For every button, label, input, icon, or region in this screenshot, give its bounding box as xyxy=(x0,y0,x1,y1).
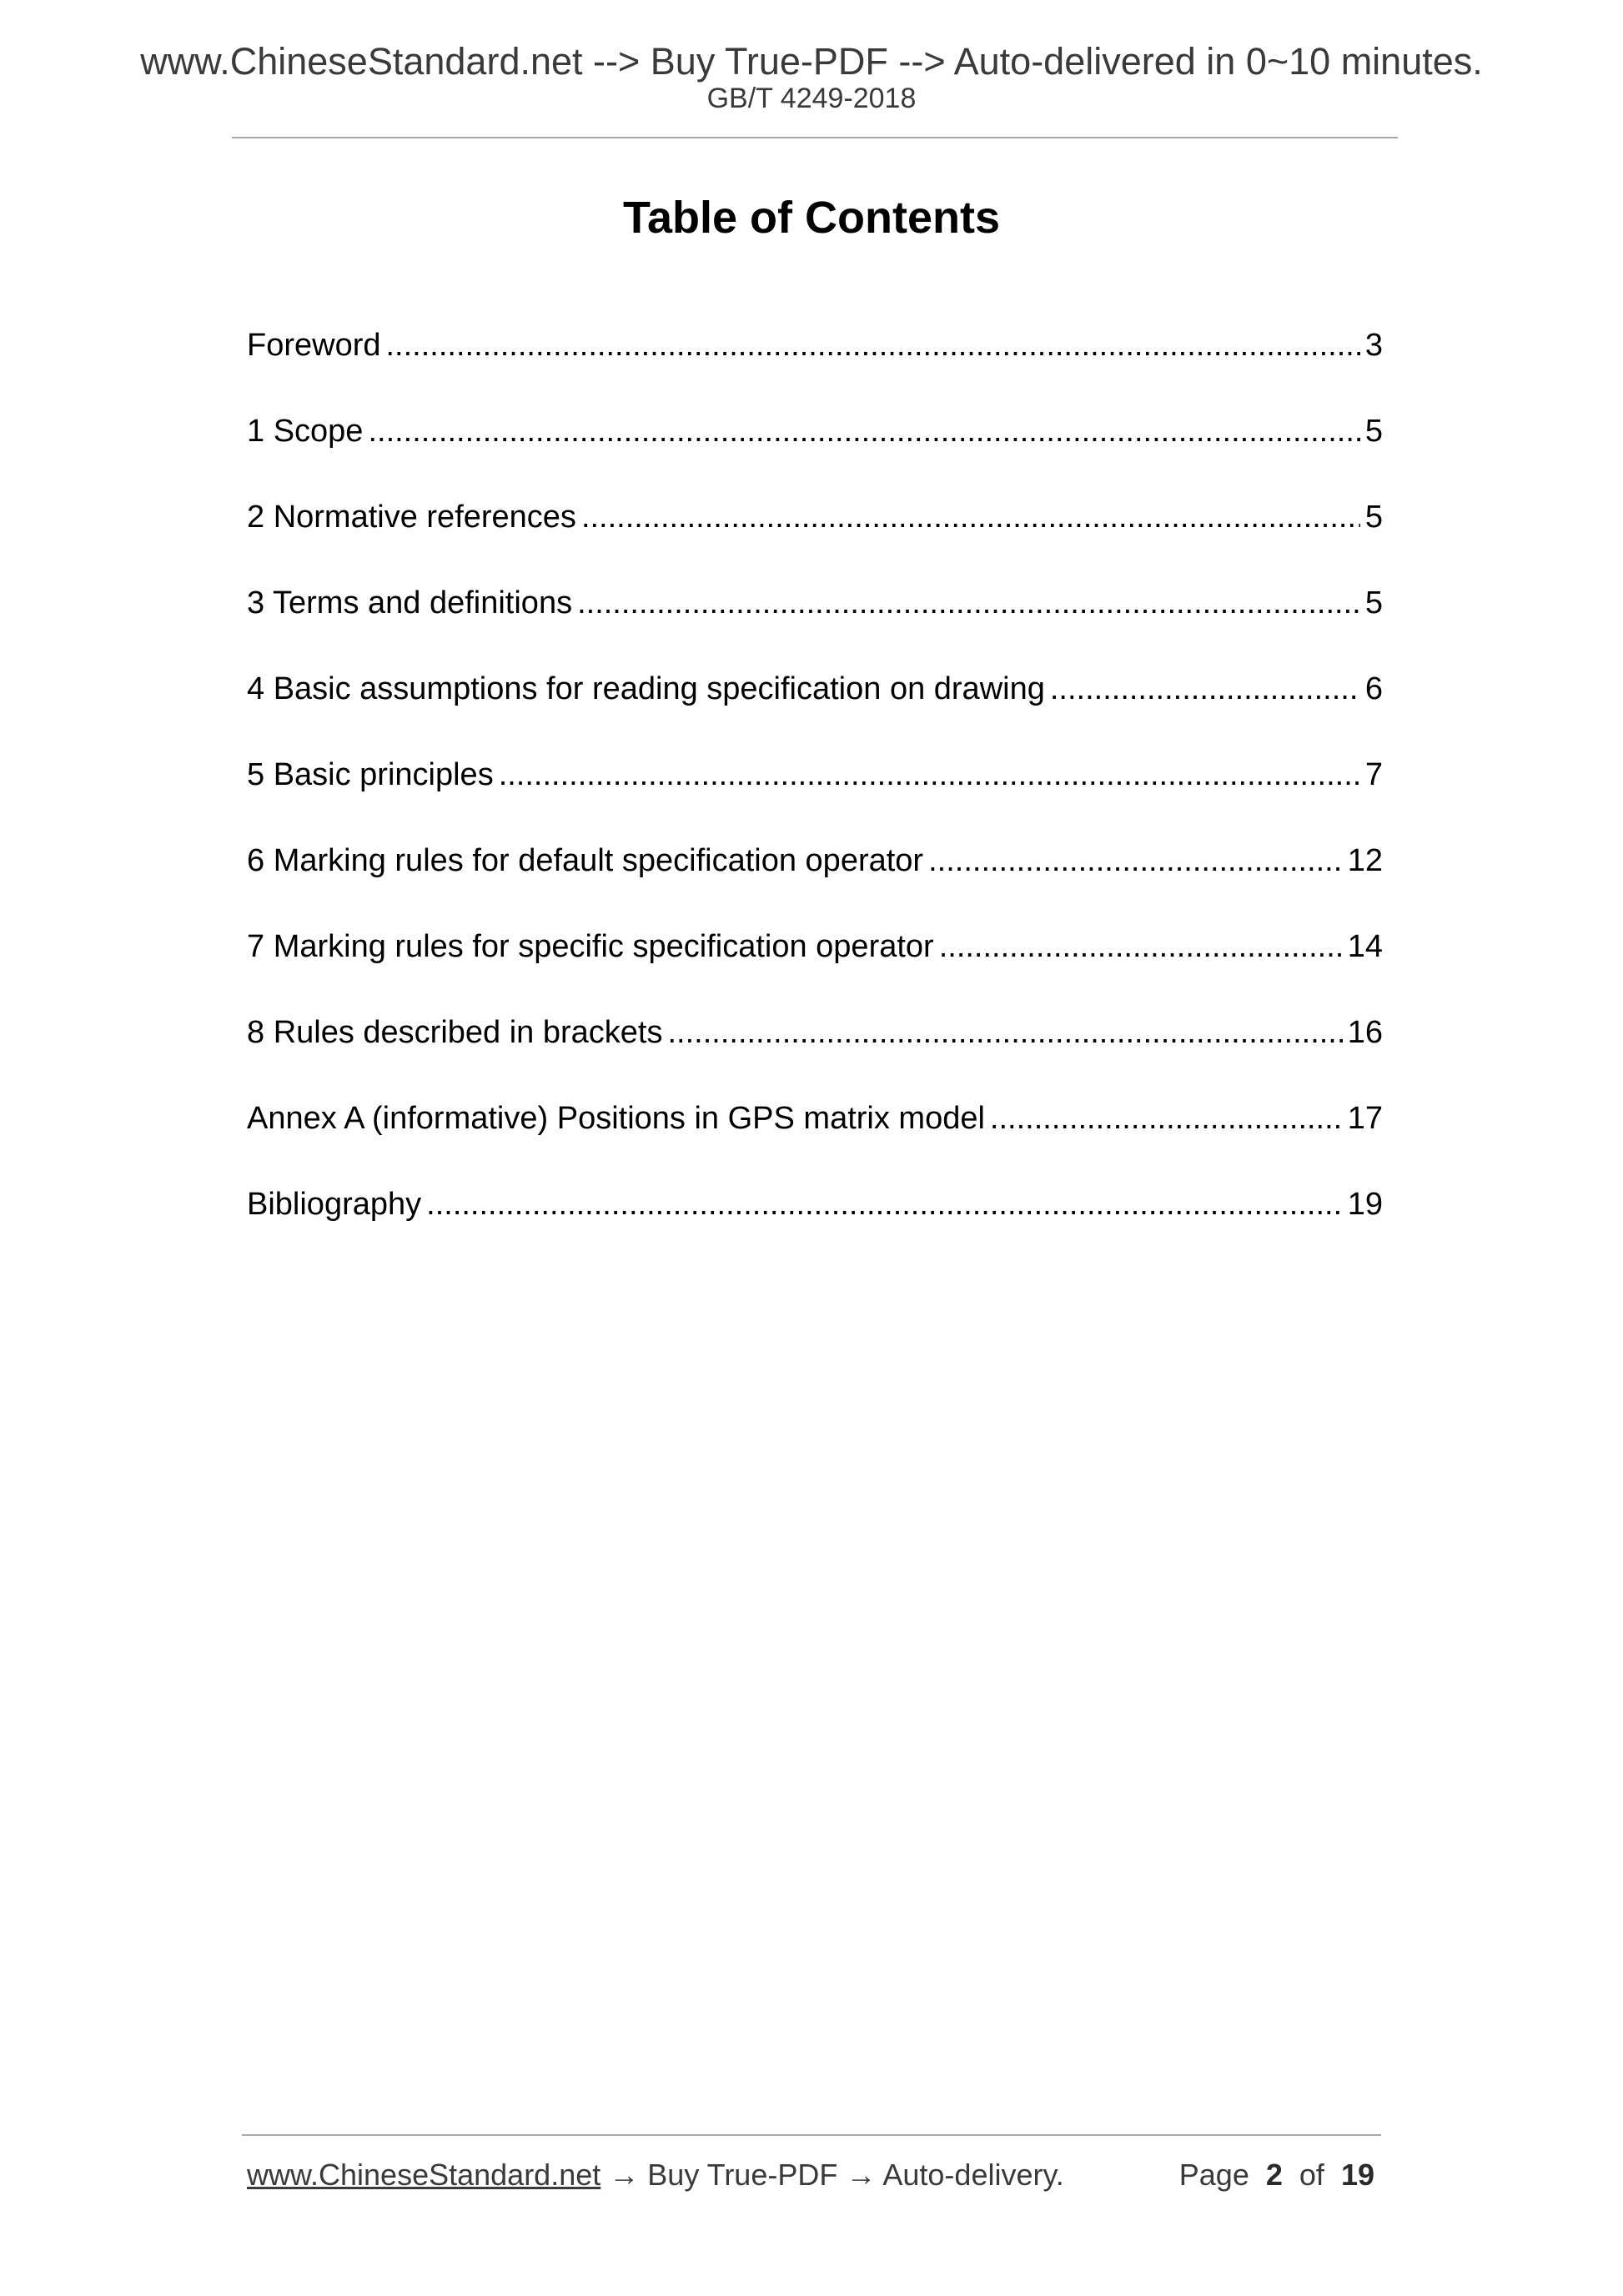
toc-entry-label: 1 Scope xyxy=(247,414,364,449)
toc-entry-page: 6 xyxy=(1364,671,1383,706)
toc-entry-bracket-rules[interactable] xyxy=(247,1011,1383,1097)
toc-entry-bibliography[interactable] xyxy=(247,1183,1383,1269)
buy-text: Buy True-PDF xyxy=(647,2158,838,2192)
toc-entry-page: 3 xyxy=(1364,328,1383,363)
dot-leader xyxy=(426,1183,1343,1226)
dot-leader xyxy=(581,495,1360,539)
toc-entry-scope[interactable] xyxy=(247,409,1383,495)
toc-entry-annex-a[interactable] xyxy=(247,1097,1383,1183)
toc-entry-basic-assumptions[interactable] xyxy=(247,667,1383,753)
dot-leader xyxy=(928,839,1343,882)
site-link[interactable]: www.ChineseStandard.net xyxy=(247,2158,601,2192)
toc-entry-terms-and-definitions[interactable] xyxy=(247,581,1383,667)
toc-entry-label: 2 Normative references xyxy=(247,500,576,535)
dot-leader xyxy=(368,409,1359,453)
toc-entry-label: 3 Terms and definitions xyxy=(247,585,573,620)
toc-entry-page: 12 xyxy=(1347,843,1383,878)
of-word: of xyxy=(1299,2158,1324,2192)
toc-entry-specific-operator-rules[interactable] xyxy=(247,925,1383,1011)
dot-leader xyxy=(386,324,1360,367)
page-indicator xyxy=(1179,2153,1374,2197)
dot-leader xyxy=(499,753,1360,796)
dot-leader xyxy=(1050,667,1360,711)
toc-entry-page: 19 xyxy=(1347,1187,1383,1222)
header-divider xyxy=(232,137,1398,138)
toc-entry-label: 7 Marking rules for specific specification operator xyxy=(247,929,934,964)
dot-leader xyxy=(990,1097,1343,1140)
toc-entry-label: Foreword xyxy=(247,328,381,363)
toc-entry-foreword[interactable] xyxy=(247,324,1383,409)
toc-entry-label: 6 Marking rules for default specification operator xyxy=(247,843,924,878)
page-word: Page xyxy=(1178,2158,1249,2192)
footer-promo xyxy=(247,2153,1064,2197)
toc-entry-label: 8 Rules described in brackets xyxy=(247,1015,663,1050)
toc-entry-page: 14 xyxy=(1347,929,1383,964)
toc-entry-page: 5 xyxy=(1364,585,1383,620)
toc-entry-label: 5 Basic principles xyxy=(247,757,494,792)
dot-leader xyxy=(939,925,1343,968)
toc-entry-page: 5 xyxy=(1364,500,1383,535)
page-footer xyxy=(247,2153,1383,2197)
delivery-text: Auto-delivery. xyxy=(882,2158,1064,2192)
page-title: Table of Contents xyxy=(623,193,1000,243)
current-page-number: 2 xyxy=(1265,2158,1283,2192)
toc-entry-page: 5 xyxy=(1364,414,1383,449)
toc-entry-page: 16 xyxy=(1347,1015,1383,1050)
toc-entry-label: Bibliography xyxy=(247,1187,422,1222)
table-of-contents xyxy=(247,324,1383,1269)
footer-divider xyxy=(242,2134,1381,2136)
toc-entry-label: 4 Basic assumptions for reading specification on drawing xyxy=(247,671,1045,706)
toc-entry-label: Annex A (informative) Positions in GPS matrix model xyxy=(247,1101,985,1136)
total-pages-number: 19 xyxy=(1340,2158,1374,2192)
toc-entry-basic-principles[interactable] xyxy=(247,753,1383,839)
dot-leader xyxy=(667,1011,1342,1054)
document-code: GB/T 4249-2018 xyxy=(706,83,917,114)
toc-entry-default-operator-rules[interactable] xyxy=(247,839,1383,925)
toc-entry-page: 7 xyxy=(1364,757,1383,792)
arrow-right-icon: → xyxy=(846,2158,877,2192)
dot-leader xyxy=(577,581,1360,625)
toc-entry-page: 17 xyxy=(1347,1101,1383,1136)
header-banner: www.ChineseStandard.net --> Buy True-PDF --> Auto-delivered in 0~10 minutes. xyxy=(140,40,1483,83)
toc-entry-normative-references[interactable] xyxy=(247,495,1383,581)
arrow-right-icon: → xyxy=(609,2158,640,2192)
